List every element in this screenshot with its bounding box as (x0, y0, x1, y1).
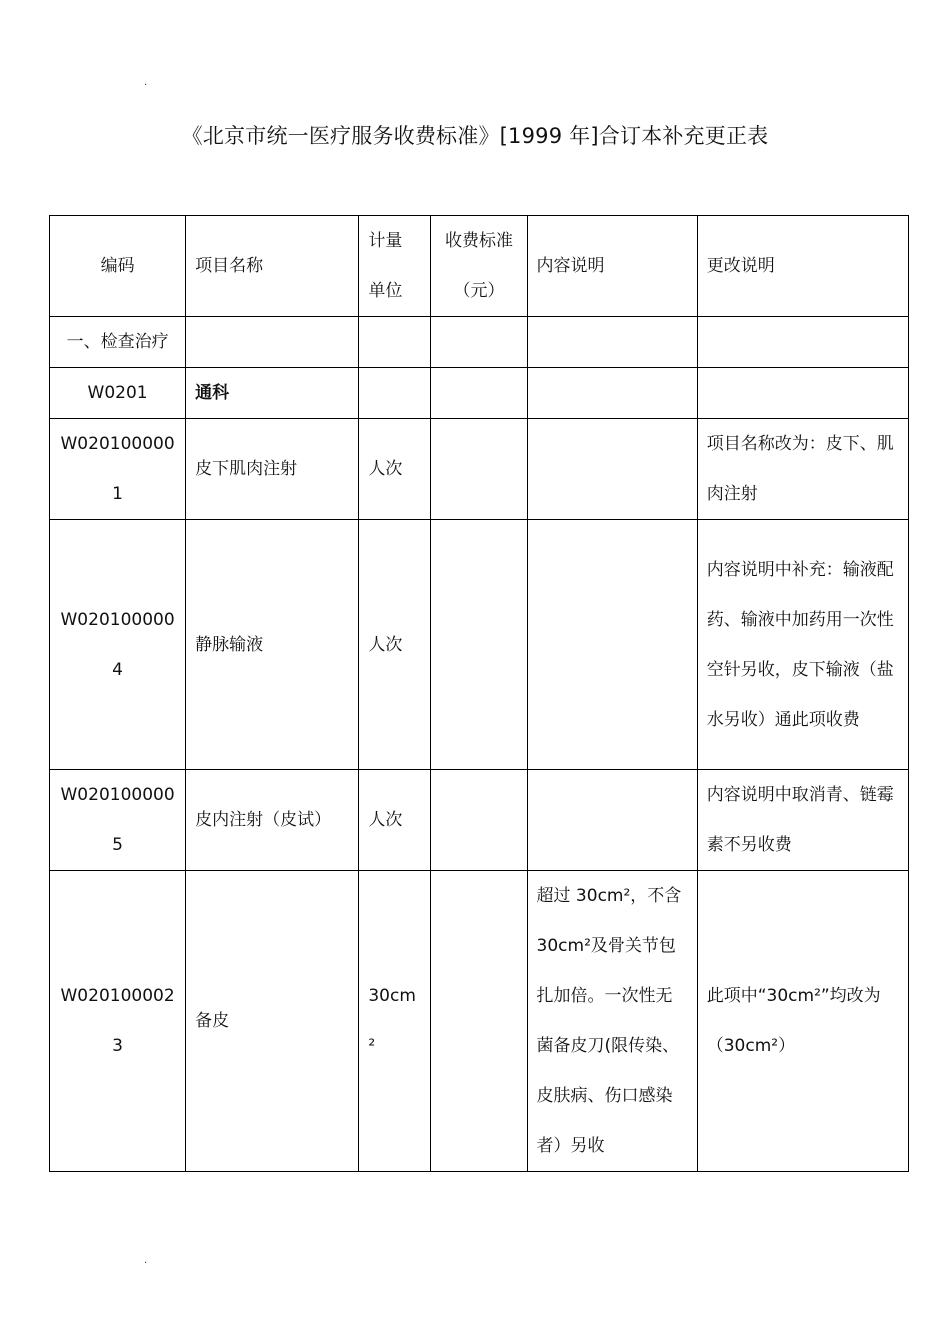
header-code: 编码 (50, 216, 186, 317)
row-content: 超过 30cm²，不含30cm²及骨关节包扎加倍。一次性无菌备皮刀(限传染、皮肤病、伤口感染者）另收 (527, 871, 697, 1172)
row-code: W0201000005 (50, 770, 186, 871)
row-unit: 人次 (359, 770, 431, 871)
row-change: 内容说明中补充：输液配药、输液中加药用一次性空针另收，皮下输液（盐水另收）通此项收费 (697, 520, 908, 770)
table-cell (527, 368, 697, 419)
row-code: W0201000023 (50, 871, 186, 1172)
row-code: W0201000001 (50, 419, 186, 520)
table-cell (359, 368, 431, 419)
row-name: 备皮 (186, 871, 359, 1172)
header-fee (431, 216, 527, 317)
header-name: 项目名称 (186, 216, 359, 317)
row-name: 皮下肌肉注射 (186, 419, 359, 520)
table-cell (697, 368, 908, 419)
row-fee (431, 871, 527, 1172)
row-unit: 人次 (359, 419, 431, 520)
section-row (50, 317, 909, 368)
category-code: W0201 (50, 368, 186, 419)
row-name: 皮内注射（皮试） (186, 770, 359, 871)
header-unit-line1: 计量 (368, 231, 403, 251)
table-cell (527, 317, 697, 368)
row-unit: 30cm² (359, 871, 431, 1172)
row-content (527, 770, 697, 871)
header-unit (359, 216, 431, 317)
page-marker-top: . (144, 77, 148, 88)
row-fee (431, 419, 527, 520)
table-cell (697, 317, 908, 368)
table-row (50, 520, 909, 770)
document-title: 《北京市统一医疗服务收费标准》[1999 年]合订本补充更正表 (181, 124, 769, 148)
row-change: 内容说明中取消青、链霉素不另收费 (697, 770, 908, 871)
table-row (50, 770, 909, 871)
header-fee-line1: 收费标准 (444, 231, 513, 251)
table-row (50, 419, 909, 520)
correction-table (49, 215, 909, 1172)
row-change: 此项中“30cm²”均改为（30cm²） (697, 871, 908, 1172)
row-change: 项目名称改为：皮下、肌肉注射 (697, 419, 908, 520)
row-code: W0201000004 (50, 520, 186, 770)
section-label: 一、检查治疗 (50, 317, 186, 368)
page-marker-bottom: . (144, 1255, 148, 1266)
header-fee-line2: （元） (453, 281, 505, 301)
table-cell (359, 317, 431, 368)
header-content: 内容说明 (527, 216, 697, 317)
header-change: 更改说明 (697, 216, 908, 317)
row-unit: 人次 (359, 520, 431, 770)
row-content (527, 520, 697, 770)
row-name: 静脉输液 (186, 520, 359, 770)
table-cell (431, 368, 527, 419)
row-fee (431, 770, 527, 871)
table-cell (186, 317, 359, 368)
table-row (50, 871, 909, 1172)
row-content (527, 419, 697, 520)
header-unit-line2: 单位 (368, 281, 403, 301)
header-row (50, 216, 909, 317)
table-cell (431, 317, 527, 368)
row-fee (431, 520, 527, 770)
category-name: 通科 (186, 368, 359, 419)
category-row (50, 368, 909, 419)
